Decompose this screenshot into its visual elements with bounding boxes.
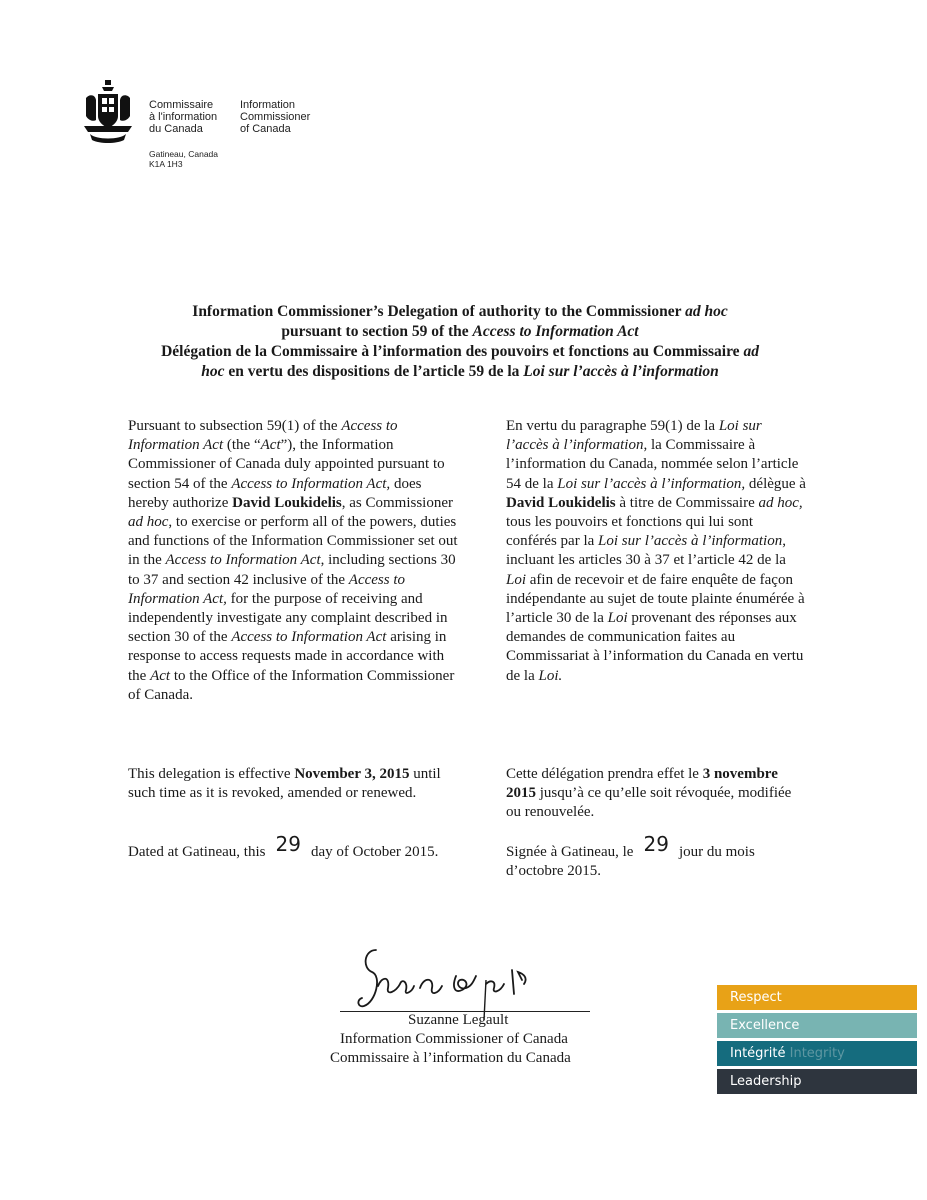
- title-italic: ad hoc: [685, 303, 728, 320]
- title-line: [120, 322, 800, 342]
- org-fr-line: Commissaire: [149, 99, 214, 111]
- handwritten-signature: [336, 940, 596, 1020]
- handwritten-day: 29: [275, 832, 301, 856]
- org-fr-line: à l'information: [149, 111, 218, 123]
- title-italic: Access to Information Act: [472, 323, 639, 340]
- french-paragraph-delegation: En vertu du paragraphe 59(1) de la Loi sur l’accès à l’information, la Commissaire à l’information du Canada, nommée selon l’article 54 de la Loi sur l’accès à l’information, délègue à David Loukidelis à titre de Commissaire ad hoc, tous les pouvoirs et fonctions qui lui sont conférés par la Loi sur l’accès à l’information, incluant les articles 30 à 37 et l’article 42 de la Loi afin de recevoir et de faire enquête de façon indépendante au sujet de toute plainte énumérée à l’article 30 de la Loi provenant des réponses aux demandes de communication faites au Commissariat à l’information du Canada en vertu de la Loi.: [506, 418, 806, 684]
- title-italic: hoc: [201, 363, 225, 380]
- value-label: Intégrité: [730, 1046, 786, 1061]
- value-label: Excellence: [730, 1018, 800, 1033]
- org-en-line: of Canada: [240, 123, 291, 135]
- org-fr-line: du Canada: [149, 123, 203, 135]
- signatory-block: [330, 1011, 610, 1068]
- title-line: [120, 362, 800, 382]
- english-paragraph-dated: Dated at Gatineau, this 29 day of October 2015.: [128, 832, 439, 860]
- french-paragraph-dated: Signée à Gatineau, le 29 jour du mois d’octobre 2015.: [506, 832, 755, 880]
- handwritten-day: 29: [643, 832, 669, 856]
- value-label: Leadership: [730, 1074, 802, 1089]
- address-line: K1A 1H3: [149, 159, 183, 169]
- value-bar-excellence: [717, 1013, 917, 1038]
- title-text: Délégation de la Commissaire à l’information des pouvoirs et fonctions au Commissaire: [161, 343, 744, 360]
- french-paragraph-effective: Cette délégation prendra effet le 3 novembre 2015 jusqu’à ce qu’elle soit révoquée, modifiée ou renouvelée.: [506, 766, 792, 821]
- canada-coat-of-arms-icon: [80, 78, 136, 148]
- title-text: Information Commissioner’s Delegation of authority to the Commissioner: [192, 303, 686, 320]
- english-paragraph-effective: This delegation is effective November 3, 2015 until such time as it is revoked, amended or renewed.: [128, 766, 441, 802]
- title-text: en vertu des dispositions de l’article 59 de la: [224, 363, 524, 380]
- value-label: Respect: [730, 990, 782, 1005]
- org-name-english: [240, 99, 310, 135]
- title-line: [120, 302, 800, 322]
- title-text: pursuant to section 59 of the: [281, 323, 473, 340]
- title-italic: Loi sur l’accès à l’information: [523, 363, 719, 380]
- value-bar-integrity: [717, 1041, 917, 1066]
- address-line: Gatineau, Canada: [149, 149, 218, 159]
- org-en-line: Information: [240, 99, 296, 111]
- values-bars: [717, 985, 917, 1097]
- signatory-title-english: Information Commissioner of Canada: [340, 1031, 568, 1047]
- value-label-secondary: Integrity: [789, 1046, 845, 1061]
- signatory-name: Suzanne Legault: [408, 1012, 509, 1028]
- english-paragraph-delegation: Pursuant to subsection 59(1) of the Access to Information Act (the “Act”), the Information Commissioner of Canada duly appointed pursuant to section 54 of the Access to Information Act, does hereby authorize David Loukidelis, as Commissioner ad hoc, to exercise or perform all of the powers, duties and functions of the Information Commissioner set out in the Access to Information Act, including sections 30 to 37 and section 42 inclusive of the Access to Information Act, for the purpose of receiving and independently investigate any complaint described in section 30 of the Access to Information Act arising in response to access requests made in accordance with the Act to the Office of the Information Commissioner of Canada.: [128, 418, 458, 703]
- title-line: [120, 342, 800, 362]
- value-bar-leadership: [717, 1069, 917, 1094]
- org-name-french: [149, 99, 217, 135]
- letterhead-address: [149, 149, 218, 169]
- signatory-title-french: Commissaire à l’information du Canada: [330, 1050, 571, 1066]
- org-en-line: Commissioner: [240, 111, 311, 123]
- title-italic: ad: [743, 343, 759, 360]
- document-title: [120, 302, 800, 382]
- value-bar-respect: [717, 985, 917, 1010]
